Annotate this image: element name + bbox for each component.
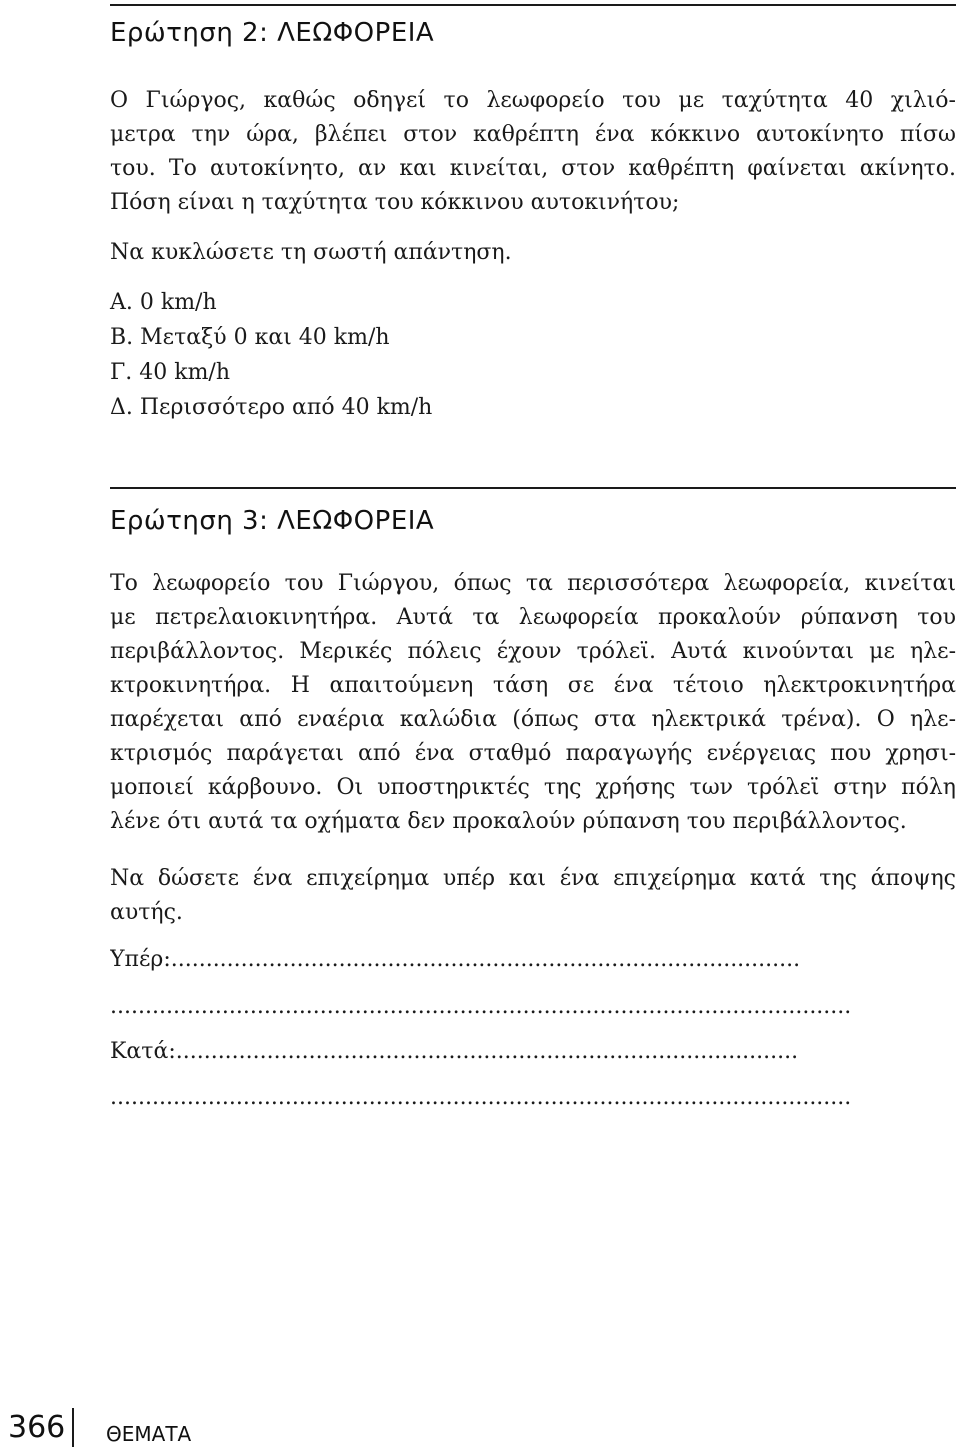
question-2-options: [110, 285, 432, 425]
answer-against-label: Κατά:: [110, 1039, 176, 1064]
top-rule: [110, 4, 956, 6]
question-3-prompt-line: αυτής.: [110, 900, 183, 925]
footer-section-label: ΘΕΜΑΤΑ: [106, 1422, 192, 1446]
question-2-instruction: Να κυκλώσετε τη σωστή απάντηση.: [110, 240, 512, 265]
option-c: Γ. 40 km/h: [110, 360, 231, 385]
question-3-body-line: κτρισμός παράγεται από ένα σταθμό παραγωγής ενέργειας που χρησι-: [110, 741, 956, 766]
answer-for-label: Υπέρ:: [110, 947, 171, 972]
option-d: Δ. Περισσότερο από 40 km/h: [110, 395, 433, 420]
question-3-prompt: [110, 862, 956, 930]
question-2-body-line: μετρα την ώρα, βλέπει στον καθρέπτη ένα κόκκινο αυτοκίνητο πίσω: [110, 122, 956, 147]
question-3-body-line: με πετρελαιοκινητήρα. Αυτά τα λεωφορεία προκαλούν ρύπανση του: [110, 605, 956, 630]
answer-against-line-1[interactable]: [110, 1035, 956, 1069]
question-3-heading: Ερώτηση 3: ΛΕΩΦΟΡΕΙΑ: [110, 506, 435, 536]
question-3-body-line: παρέχεται από εναέρια καλώδια (όπως στα ηλεκτρικά τρένα). Ο ηλε-: [110, 707, 956, 732]
page-number: 366: [8, 1410, 66, 1445]
question-2-body-line: Ο Γιώργος, καθώς οδηγεί το λεωφορείο του με ταχύτητα 40 χιλιό-: [110, 88, 956, 113]
answer-against-dots: .........................................................................................: [175, 1039, 799, 1064]
question-2-heading: Ερώτηση 2: ΛΕΩΦΟΡΕΙΑ: [110, 18, 435, 48]
question-3-body-line: μοποιεί κάρβουνο. Οι υποστηρικτές της χρήσης των τρόλεϊ στην πόλη: [110, 775, 956, 800]
option-b: Β. Μεταξύ 0 και 40 km/h: [110, 325, 390, 350]
option-a: Α. 0 km/h: [110, 290, 217, 315]
answer-for-dots: ..........................................................................................................: [110, 994, 852, 1019]
answer-against-line-2[interactable]: [110, 1081, 956, 1115]
question-3-body: [110, 567, 956, 839]
question-3-body-line: περιβάλλοντος. Μερικές πόλεις έχουν τρόλεϊ. Αυτά κινούνται με ηλε-: [110, 639, 956, 664]
question-3-prompt-line: Να δώσετε ένα επιχείρημα υπέρ και ένα επιχείρημα κατά της άποψης: [110, 866, 956, 891]
answer-for-line-2[interactable]: [110, 990, 956, 1024]
section-rule: [110, 487, 956, 489]
question-3-body-line: λένε ότι αυτά τα οχήματα δεν προκαλούν ρύπανση του περιβάλλοντος.: [110, 809, 907, 834]
answer-for-dots: ..........................................................................................: [170, 947, 801, 972]
answer-for-line-1[interactable]: [110, 943, 956, 977]
question-3-body-line: κτροκινητήρα. Η απαιτούμενη τάση σε ένα τέτοιο ηλεκτροκινητήρα: [110, 673, 956, 698]
answer-against-dots: ..........................................................................................................: [110, 1085, 852, 1110]
question-2-body-line: του. Το αυτοκίνητο, αν και κινείται, στον καθρέπτη φαίνεται ακίνητο.: [110, 156, 956, 181]
question-2-body: [110, 84, 956, 220]
question-3-body-line: Το λεωφορείο του Γιώργου, όπως τα περισσότερα λεωφορεία, κινείται: [110, 571, 956, 596]
question-2-body-line: Πόση είναι η ταχύτητα του κόκκινου αυτοκινήτου;: [110, 190, 680, 215]
footer-divider: [72, 1408, 74, 1447]
